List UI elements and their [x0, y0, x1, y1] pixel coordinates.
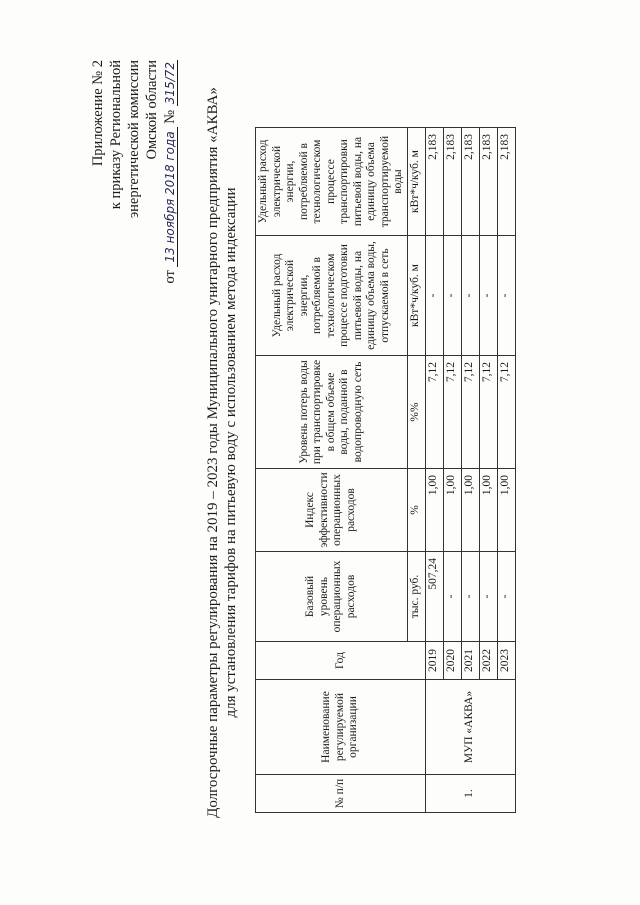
- unit-efficiency-index: %: [407, 469, 425, 552]
- energy-prep-cell: -: [425, 236, 443, 356]
- table-row: [425, 128, 443, 813]
- efficiency-index-cell: 1,00: [425, 469, 443, 552]
- base-level-cell: -: [461, 552, 479, 642]
- handwritten-date: 13 ноября 2018 года: [163, 127, 178, 266]
- energy-prep-cell: -: [461, 236, 479, 356]
- header-efficiency-index: Индекс эффективности операционных расходов: [256, 469, 408, 552]
- unit-base-level: тыс. руб.: [407, 552, 425, 642]
- year-cell: 2020: [443, 642, 461, 680]
- year-cell: 2021: [461, 642, 479, 680]
- document-title: [204, 0, 240, 905]
- header-energy-prep: Удельный расход электрической энергии, потребляемой в технологическом процессе подготовки питьевой воды, на единицу объема воды, отпускаемой в сеть: [256, 236, 408, 356]
- header-row: [256, 128, 408, 813]
- title-line-2: для установления тарифов на питьевую воду с использованием метода индексации: [223, 187, 239, 718]
- header-base-level: Базовый уровень операционных расходов: [256, 552, 408, 642]
- base-level-cell: 507,24: [425, 552, 443, 642]
- energy-prep-cell: -: [479, 236, 497, 356]
- efficiency-index-cell: 1,00: [479, 469, 497, 552]
- header-energy-transport: Удельный расход электрической энергии, потребляемой в технологическом процессе транспортировки питьевой воды, на единицу объема транспортируемой воды: [256, 128, 408, 236]
- unit-loss-level: %%: [407, 356, 425, 469]
- energy-transport-cell: 2,183: [443, 128, 461, 236]
- unit-energy-prep: кВт*ч/куб. м: [407, 236, 425, 356]
- commission-name: [126, 60, 143, 218]
- commission-name-text: энергетической комиссии: [126, 60, 142, 219]
- loss-level-cell: 7,12: [443, 356, 461, 469]
- energy-prep-cell: -: [497, 236, 515, 356]
- base-level-cell: -: [497, 552, 515, 642]
- handwritten-order-number: 315/72: [163, 62, 177, 105]
- regulation-parameters-table: [255, 127, 516, 813]
- appendix-label: [90, 60, 107, 166]
- title-line-1: Долгосрочные параметры регулирования на 2019 – 2023 годы Муниципального унитарного предприятия «АКВА»: [205, 87, 221, 818]
- unit-energy-transport: кВт*ч/куб. м: [407, 128, 425, 236]
- order-reference: [108, 60, 125, 209]
- date-prefix: от: [162, 270, 178, 284]
- loss-level-cell: 7,12: [461, 356, 479, 469]
- order-date-line: [162, 60, 179, 284]
- org-name-cell: МУП «АКВА»: [425, 680, 515, 775]
- efficiency-index-cell: 1,00: [497, 469, 515, 552]
- efficiency-index-cell: 1,00: [461, 469, 479, 552]
- energy-transport-cell: 2,183: [425, 128, 443, 236]
- base-level-cell: -: [479, 552, 497, 642]
- energy-prep-cell: -: [443, 236, 461, 356]
- header-num: № п/п: [256, 775, 426, 813]
- appendix-number: Приложение № 2: [90, 60, 106, 167]
- year-cell: 2019: [425, 642, 443, 680]
- header-loss-level: Уровень потерь воды при транспортировке в общем объеме воды, поданной в водопроводную сеть: [256, 356, 408, 469]
- efficiency-index-cell: 1,00: [443, 469, 461, 552]
- region-name: [144, 60, 161, 160]
- year-cell: 2023: [497, 642, 515, 680]
- number-sign: №: [162, 109, 178, 124]
- loss-level-cell: 7,12: [425, 356, 443, 469]
- year-cell: 2022: [479, 642, 497, 680]
- energy-transport-cell: 2,183: [461, 128, 479, 236]
- order-reference-text: к приказу Региональной: [108, 60, 124, 210]
- header-org: Наименование регулируемой организации: [256, 680, 426, 775]
- base-level-cell: -: [443, 552, 461, 642]
- header-year: Год: [256, 642, 426, 680]
- energy-transport-cell: 2,183: [479, 128, 497, 236]
- loss-level-cell: 7,12: [479, 356, 497, 469]
- energy-transport-cell: 2,183: [497, 128, 515, 236]
- loss-level-cell: 7,12: [497, 356, 515, 469]
- org-num-cell: 1.: [425, 775, 515, 813]
- region-name-text: Омской области: [144, 60, 160, 160]
